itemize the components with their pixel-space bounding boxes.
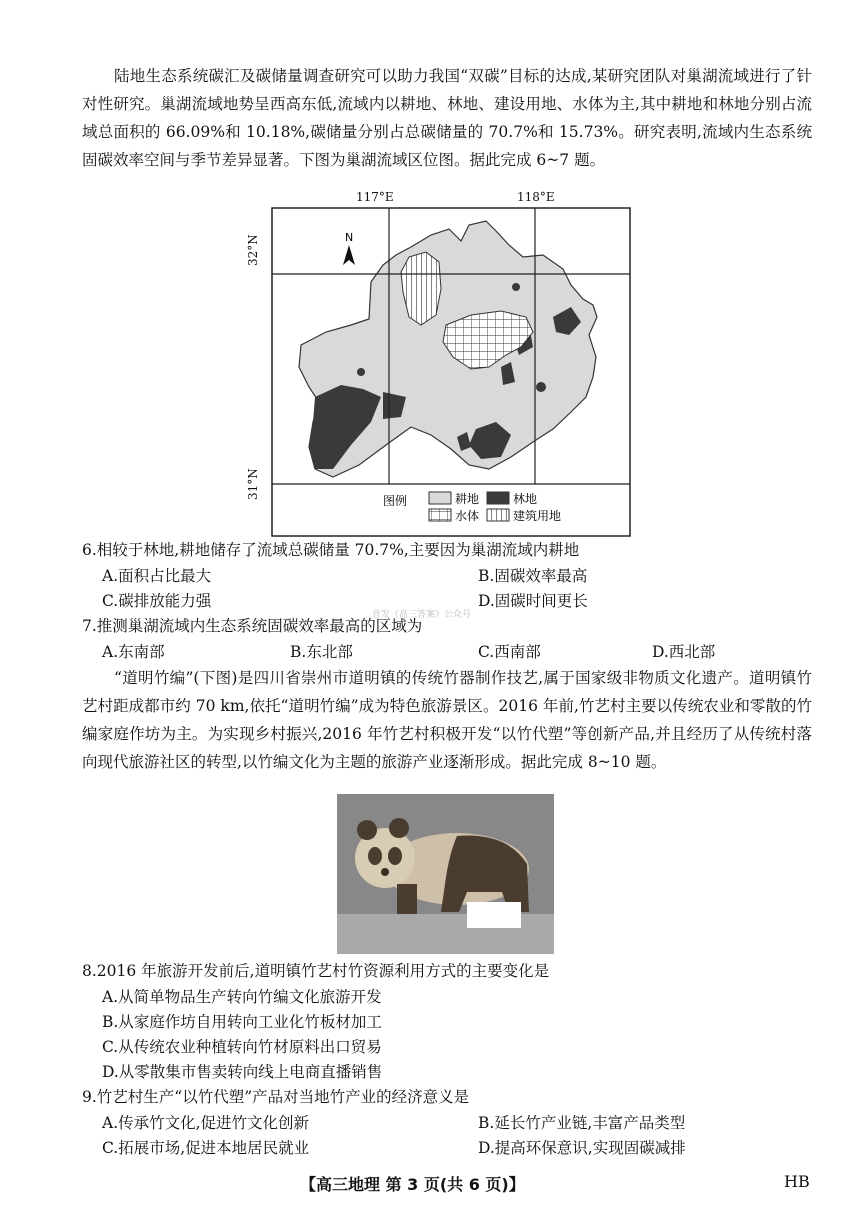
question-6-option-c: C.碳排放能力强 <box>102 592 212 610</box>
latitude-label-31: 31°N <box>246 468 260 500</box>
question-7-option-c: C.西南部 <box>478 643 541 661</box>
intro-paragraph-2: “道明竹编”(下图)是四川省崇州市道明镇的传统竹器制作技艺,属于国家级非物质文化遗产。道明镇竹艺村距成都市约 70 km,依托“道明竹编”成为特色旅游景区。2016 年前,竹艺村主要以传统农业和零散的竹编家庭作坊为主。为实现乡村振兴,2016 年竹艺村积极开发“以竹代塑”等创新产品,并且经历了从传统村落向现代旅游社区的转型,以竹编文化为主题的旅游产业逐渐形成。据此完成 8~10 题。 <box>82 669 812 771</box>
question-9-option-c: C.拓展市场,促进本地居民就业 <box>102 1139 310 1157</box>
question-9-option-d: D.提高环保意识,实现固碳减排 <box>478 1139 686 1157</box>
question-7-option-a: A.东南部 <box>102 643 165 661</box>
question-9-option-a: A.传承竹文化,促进竹文化创新 <box>102 1114 310 1132</box>
question-6-option-a: A.面积占比最大 <box>102 567 212 585</box>
legend-swatch-forest <box>487 492 509 504</box>
longitude-label-118: 118°E <box>517 190 555 204</box>
question-9-stem: 9.竹艺村生产“以竹代塑”产品对当地竹产业的经济意义是 <box>82 1088 470 1106</box>
page-footer: 【高三地理 第 3 页(共 6 页)】 <box>300 1175 525 1194</box>
latitude-label-32: 32°N <box>246 234 260 266</box>
longitude-label-117: 117°E <box>356 190 394 204</box>
legend-label-built-up: 建筑用地 <box>513 509 562 523</box>
map-svg <box>271 207 631 537</box>
legend-swatch-built-up <box>487 509 509 521</box>
intro-paragraph-1: 陆地生态系统碳汇及碳储量调查研究可以助力我国“双碳”目标的达成,某研究团队对巢湖流域进行了针对性研究。巢湖流域地势呈西高东低,流域内以耕地、林地、建设用地、水体为主,其中耕地和林地分别占流域总面积的 66.09%和 10.18%,碳储量分别占总碳储量的 70.7%和 15.73%。研究表明,流域内生态系统固碳效率空间与季节差异显著。下图为巢湖流域区位图。据此完成 6~7 题。 <box>82 67 812 169</box>
question-8-option-d: D.从零散集市售卖转向线上电商直播销售 <box>102 1063 383 1081</box>
question-7-stem: 7.推测巢湖流域内生态系统固碳效率最高的区域为 <box>82 617 423 635</box>
question-6-option-d: D.固碳时间更长 <box>478 592 588 610</box>
exam-code: HB <box>784 1172 810 1191</box>
legend-swatch-cropland <box>429 492 451 504</box>
question-8-option-a: A.从简单物品生产转向竹编文化旅游开发 <box>102 988 382 1006</box>
forest-patch <box>536 382 546 392</box>
legend-label-water: 水体 <box>455 509 480 523</box>
legend-title: 图例 <box>383 494 408 508</box>
legend-swatch-water <box>429 509 451 521</box>
legend-label-forest: 林地 <box>513 492 538 506</box>
question-8-stem: 8.2016 年旅游开发前后,道明镇竹艺村竹资源利用方式的主要变化是 <box>82 962 550 980</box>
question-9-option-b: B.延长竹产业链,丰富产品类型 <box>478 1114 686 1132</box>
forest-patch <box>512 283 520 291</box>
question-8-option-b: B.从家庭作坊自用转向工业化竹板材加工 <box>102 1013 382 1031</box>
question-7-option-d: D.西北部 <box>652 643 716 661</box>
legend-label-cropland: 耕地 <box>455 492 480 506</box>
question-6-option-b: B.固碳效率最高 <box>478 567 588 585</box>
bamboo-panda-photo <box>337 794 554 954</box>
watermark: 首发《高三答案》公众号 <box>372 610 472 620</box>
question-8-option-c: C.从传统农业种植转向竹材原料出口贸易 <box>102 1038 382 1056</box>
forest-patch <box>357 368 365 376</box>
question-6-stem: 6.相较于林地,耕地储存了流域总碳储量 70.7%,主要因为巢湖流域内耕地 <box>82 541 580 559</box>
chaohu-basin-map <box>271 207 631 537</box>
north-label: N <box>345 231 354 244</box>
question-7-option-b: B.东北部 <box>290 643 353 661</box>
